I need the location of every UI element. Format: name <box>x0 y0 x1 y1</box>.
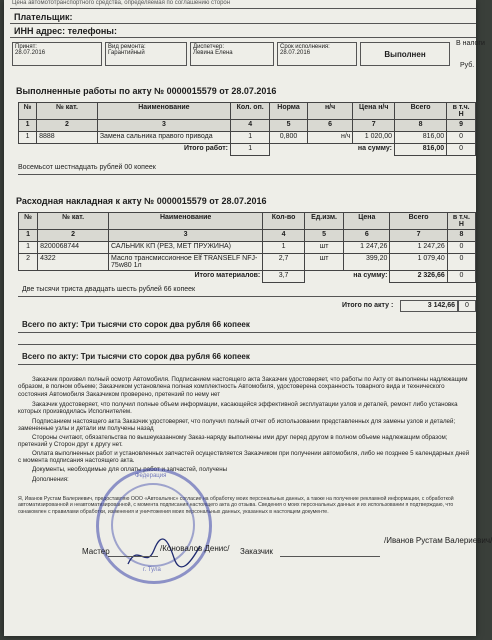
works-in-words: Восемьсот шестнадцать рублей 00 копеек <box>18 164 156 171</box>
customer-label: Заказчик <box>240 547 273 556</box>
terms-para-2: Заказчик удостоверяет, что получил полные объем информации, касающейся эффективной эксплуатации узлов и деталей, ремонт либо установка которых производилась Исполнителем. <box>18 401 458 416</box>
master-signature <box>124 534 204 574</box>
master-name: /Коновалов Денис/ <box>160 544 230 553</box>
company-stamp: Федерация г. Тула <box>96 468 212 584</box>
terms-para-3: Подписанием настоящего акта Заказчик удостоверяет, что получил полный отчет об использовании представленных для замены узлов и деталей; замененные узлы и детали им получены назад <box>18 418 456 433</box>
master-label: Мастер <box>82 547 110 556</box>
table-row: 1 8200068744 САЛЬНИК КП (РЕЗ, МЕТ ПРУЖИНА) 1 шт 1 247,26 1 247,26 0 <box>19 242 476 254</box>
terms-para-5: Оплата выполненных работ и установленных запчастей осуществляется Заказчиком при получении автомобиля, либо не позднее 5 календарных дней с момента подписания настоящего акта. <box>18 450 470 465</box>
terms-para-7: Дополнения: <box>32 476 69 483</box>
info-box-dispatcher: Диспетчер: Левина Елена <box>190 42 274 66</box>
terms-para-6: Документы, необходимые для оплаты работ и запчастей, получены <box>32 466 228 473</box>
act-total-sum: 3 142,66 <box>400 300 458 312</box>
works-title: Выполненные работы по акту № 0000015579 от 28.07.2016 <box>16 86 277 96</box>
act-total-words-1: Всего по акту: Три тысячи сто сорок два рубля 66 копеек <box>22 320 250 329</box>
materials-table: № № кат. Наименование Кол-во Ед.изм. Цена Всего в т.ч. Н 1 2 3 4 5 6 7 8 1 8200068744 САЛЬНИК КП (РЕЗ, МЕТ ПРУЖИНА) 1 шт 1 247,26 1 247,26 0 2 4322 Масло трансмиссионное Elf TRANSELF NFJ-75w80 1л 2,7 шт 399,20 1 079,40 0 Итого материалов: 3,7 на сумму: 2 326,66 0 <box>18 212 476 283</box>
payer-label: Плательщик: <box>14 12 73 22</box>
document-sheet <box>4 0 492 636</box>
customer-name: /Иванов Рустам Валериевич/ <box>384 536 492 545</box>
info-box-deadline: Срок исполнения: 28.07.2016 <box>277 42 357 66</box>
right-cut-label: В налоги <box>456 40 485 47</box>
terms-para-4: Стороны считают, обязательства по вышеуказанному Заказ-наряду выполнены ими друг перед другом в полном объеме надлежащим образом; претензий у Сторон друг к другу нет. <box>18 434 448 449</box>
terms-para-1: Заказчик произвел полный осмотр Автомобиля. Подписанием настоящего акта Заказчик удостоверяет, что работы по Акту от выполнены надлежащим образом, в полном объеме; Заказчиком установлена полная комплектность Автомобиля, удостоверена сохранность товарного вида и технического состояния Автомобиля Заказчиком проверено, претензий по нему нет <box>18 376 468 398</box>
right-cut-label-2: Руб. <box>460 62 475 69</box>
top-note: Цена автомототранспортного средства, определяемая по соглашению сторон <box>12 0 231 6</box>
works-table: № № кат. Наименование Кол. оп. Норма н/ч Цена н/ч Всего в т.ч. Н 1 2 3 4 5 6 7 8 9 1 8888 Замена сальника правого привода 1 0,800 н/ч 1 020,00 816,00 0 Итого работ: 1 на сумму: 816,00 0 <box>18 102 476 156</box>
status-box: Выполнен <box>360 42 450 66</box>
table-row: 2 4322 Масло трансмиссионное Elf TRANSELF NFJ-75w80 1л 2,7 шт 399,20 1 079,40 0 <box>19 254 476 271</box>
info-box-repair-type: Вид ремонта: Гарантийный <box>105 42 187 66</box>
act-total-label: Итого по акту : <box>342 302 394 309</box>
act-total-tail: 0 <box>458 300 476 312</box>
inn-line: ИНН адрес: телефоны: <box>14 26 117 36</box>
materials-title: Расходная накладная к акту № 0000015579 от 28.07.2016 <box>16 196 267 206</box>
consent-text: Я, Иванов Рустам Валериевич, предоставляю ООО «Автоальянс» согласие на обработку моих персональных данных, а также на получение рекламной информации, с обработкой автоматизированной и неавтоматизированной, с момента подписания настоящего акта до отзыва. Сведения о моих персональных данных и их использовании я подтверждаю, что ознакомлен с правилами обработки, изменения и уничтожения моих персональных данных, указанных в настоящем документе. <box>18 496 454 515</box>
materials-in-words: Две тысячи триста двадцать шесть рублей 66 копеек <box>22 286 196 293</box>
table-row: 1 8888 Замена сальника правого привода 1 0,800 н/ч 1 020,00 816,00 0 <box>19 132 476 144</box>
info-box-accepted: Принят: 28.07.2016 <box>12 42 102 66</box>
act-total-words-2: Всего по акту: Три тысячи сто сорок два рубля 66 копеек <box>22 352 250 361</box>
